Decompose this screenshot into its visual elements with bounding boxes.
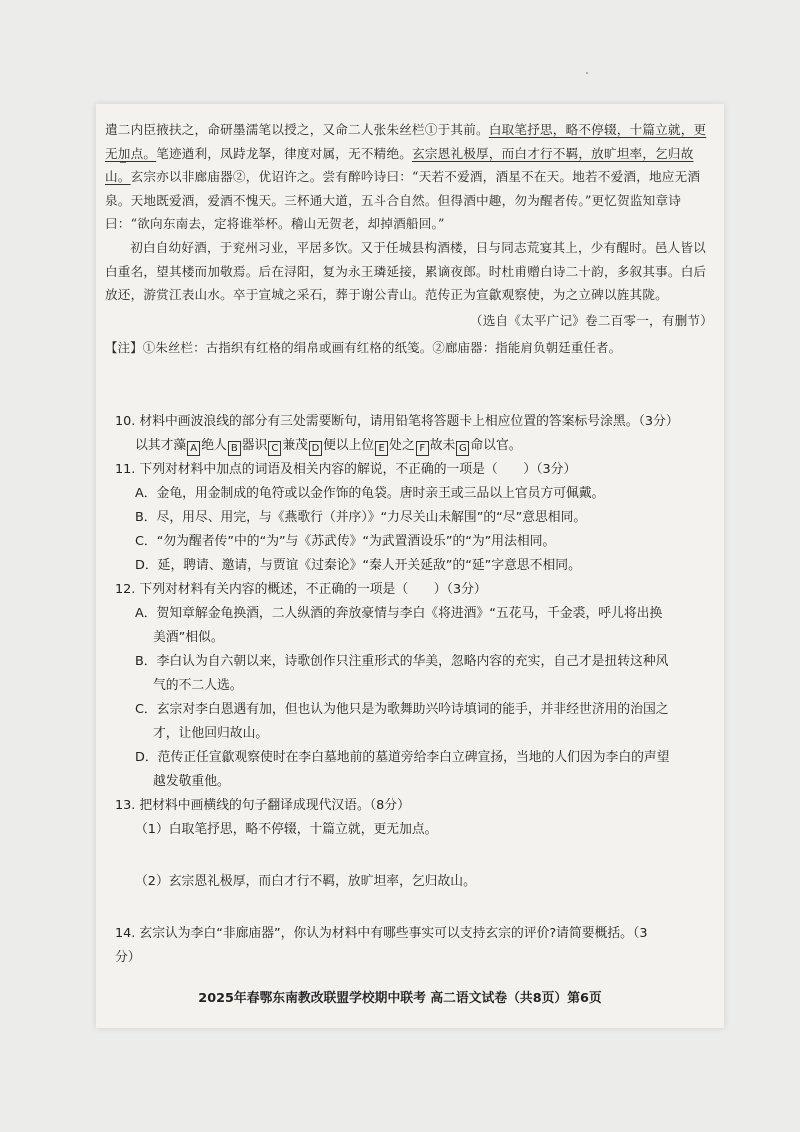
answer-box-d[interactable]: D bbox=[309, 441, 322, 456]
q13-answer-space-2[interactable] bbox=[135, 894, 715, 922]
q10-sentence: 以其才藻 A 绝人 B 器识 C 兼茂 D 便以上位 E 处之 F 故未 G 命以官。 bbox=[135, 438, 522, 454]
q11-option-b[interactable]: B．尽，用尽、用完，与《燕歌行（并序）》“力尽关山未解围”的“尽”意思相同。 bbox=[135, 510, 587, 525]
underlined-sentence-2: 玄宗恩礼极厚，而白才行不羁，放旷坦率，乞归故山。 bbox=[105, 145, 694, 185]
passage-note: 【注】①朱丝栏：古指织有红格的绢帛或画有红格的纸笺。②廊庙器：指能肩负朝廷重任者。 bbox=[105, 340, 622, 356]
q13-sentence-1: （1）白取笔抒思，略不停辍，十篇立就，更无加点。 bbox=[135, 822, 438, 837]
speck bbox=[586, 72, 588, 74]
q12-option-a[interactable]: A．贺知章解金龟换酒，二人纵酒的奔放豪情与李白《将进酒》“五花马，千金裘，呼儿将出换 美酒”相似。 bbox=[135, 606, 663, 645]
underlined-sentence-1: 白取笔抒思，略不停辍，十篇立就，更无加点。 bbox=[105, 122, 707, 161]
answer-box-e[interactable]: E bbox=[375, 441, 388, 456]
page-footer: 2025年春鄂东南教改联盟学校期中联考 高二语文试卷（共8页）第6页 bbox=[198, 991, 602, 1006]
q12-stem: 12. 下列对材料有关内容的概述，不正确的一项是（ ）（3分） bbox=[115, 582, 487, 597]
q14-stem: 14. 玄宗认为李白“非廊庙器”，你认为材料中有哪些事实可以支持玄宗的评价?请简要概括。（3 bbox=[115, 926, 648, 941]
q12-option-c[interactable]: C．玄宗对李白恩遇有加，但也认为他只是为歌舞助兴吟诗填词的能手，并非经世济用的治国之 才，让他回归故山。 bbox=[135, 702, 669, 741]
q13-sentence-2: （2）玄宗恩礼极厚，而白才行不羁，放旷坦率，乞归故山。 bbox=[135, 874, 476, 889]
passage-source: （选自《太平广记》卷二百零一，有删节） bbox=[469, 312, 713, 328]
answer-box-f[interactable]: F bbox=[416, 441, 429, 456]
q13-answer-space-1[interactable] bbox=[135, 842, 715, 870]
q11-option-a[interactable]: A．金龟，用金制成的龟符或以金作饰的龟袋。唐时亲王或三品以上官员方可佩戴。 bbox=[135, 486, 605, 501]
passage-paragraph-1: 遣二内臣掖扶之，命研墨濡笔以授之，又命二人张朱丝栏①于其前。白取笔抒思，略不停辍，十篇立就，更无加点。笔迹遒利，凤跱龙拏，律度对属，无不精绝。玄宗恩礼极厚，而白才行不羁，放旷坦率，乞归故山。玄宗亦以非廊庙器②，优诏许之。尝有醉吟诗曰：“天若不爱酒，酒星不在天。地若不爱酒，地应无酒泉。天地既爱酒，爱酒不愧天。三杯通大道，五斗合自然。但得酒中趣，勿为醒者传。”更忆贺监知章诗曰：“欲向东南去，定将谁举杯。稽山无贺老，却掉酒船回。” bbox=[105, 122, 707, 232]
q10-stem: 10. 材料中画波浪线的部分有三处需要断句，请用铅笔将答题卡上相应位置的答案标号涂黑。（3分） bbox=[115, 414, 679, 429]
q11-option-d[interactable]: D．延，聘请、邀请，与贾谊《过秦论》“秦人开关延敌”的“延”字意思不相同。 bbox=[135, 558, 581, 573]
answer-box-b[interactable]: B bbox=[228, 441, 241, 456]
q11-stem: 11. 下列对材料中加点的词语及相关内容的解说，不正确的一项是（ ）（3分） bbox=[115, 462, 577, 477]
classical-passage bbox=[105, 118, 713, 360]
answer-box-a[interactable]: A bbox=[187, 441, 200, 456]
q12-option-d[interactable]: D．范传正任宣歙观察使时在李白墓地前的墓道旁给李白立碑宣扬，当地的人们因为李白的声望 越发敬重他。 bbox=[135, 750, 670, 789]
q12-option-b[interactable]: B．李白认为自六朝以来，诗歌创作只注重形式的华美，忽略内容的充实，自己才是扭转这种风 气的不二人选。 bbox=[135, 654, 669, 693]
answer-box-g[interactable]: G bbox=[456, 441, 469, 456]
q11-option-c[interactable]: C．“勿为醒者传”中的“为”与《苏武传》“为武置酒设乐”的“为”用法相同。 bbox=[135, 534, 556, 549]
answer-box-c[interactable]: C bbox=[268, 441, 281, 456]
passage-paragraph-2: 初白自幼好酒，于兖州习业，平居多饮。又于任城县构酒楼，日与同志荒宴其上，少有醒时。邑人皆以白重名，望其楼而加敬焉。后在浔阳，复为永王璘延接，累谪夜郎。时杜甫赠白诗二十韵，多叙其事。白后放还，游赏江表山水。卒于宣城之采石，葬于谢公青山。范传正为宣歙观察使，为之立碑以旌其陇。 bbox=[105, 239, 707, 303]
q14-stem-continued: 分） bbox=[115, 950, 141, 965]
q13-stem: 13. 把材料中画横线的句子翻译成现代汉语。（8分） bbox=[115, 798, 410, 813]
questions bbox=[115, 410, 715, 970]
